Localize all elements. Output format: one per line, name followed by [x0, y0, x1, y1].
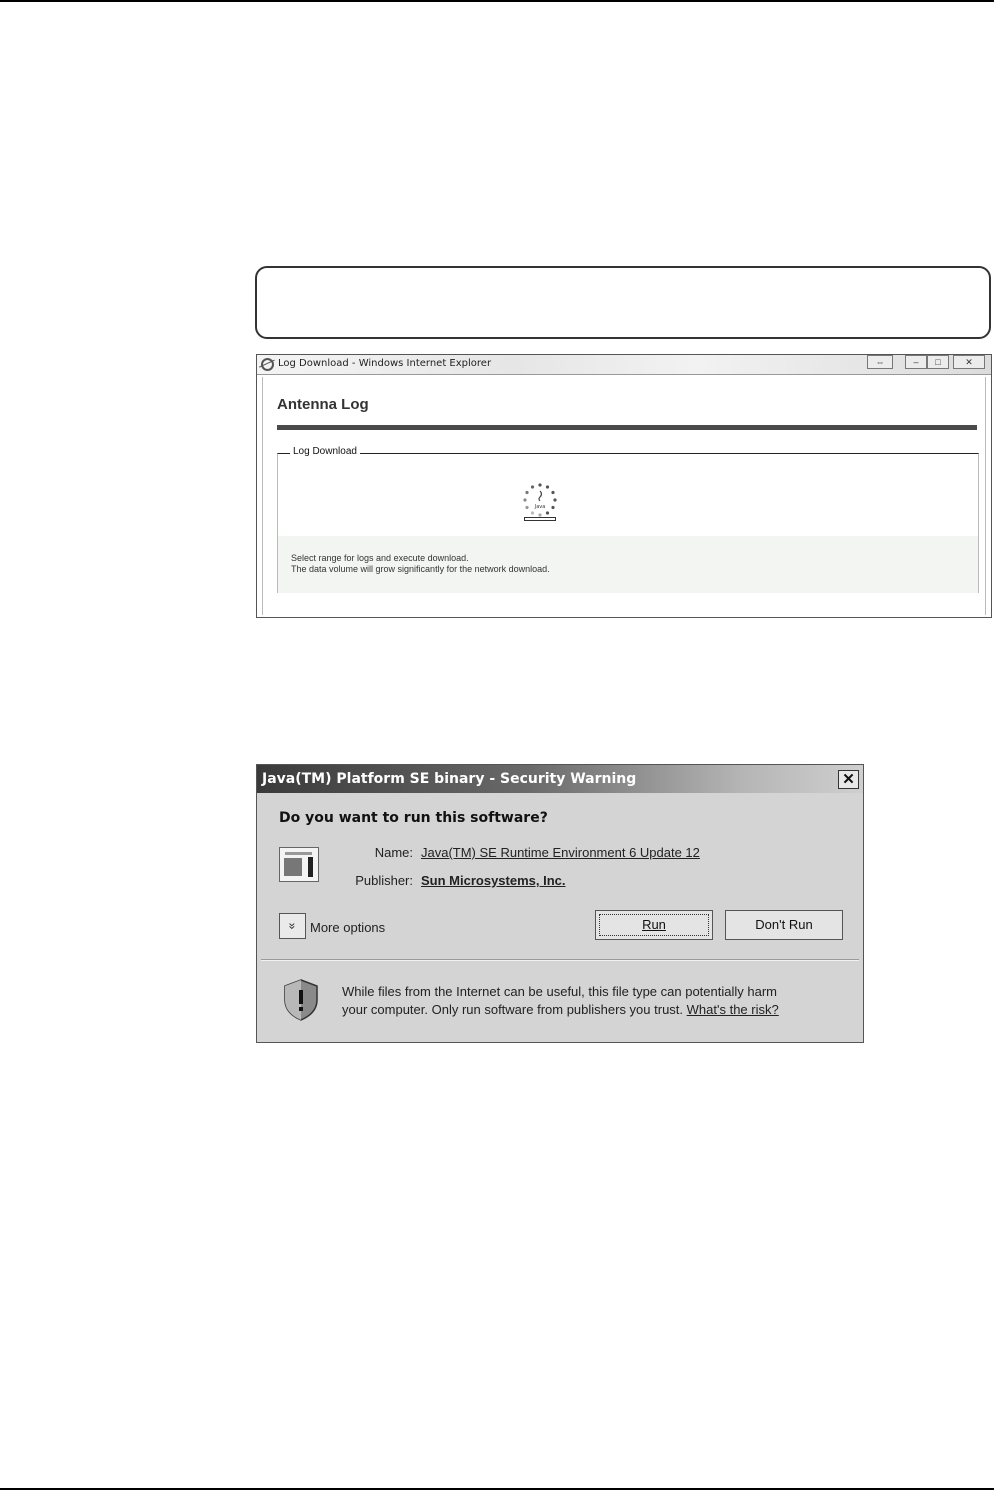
warning-text-line1: While files from the Internet can be useful, this file type can potentially harm — [342, 984, 777, 999]
page-bottom-rule — [0, 1488, 994, 1490]
dialog-title: Java(TM) Platform SE binary - Security Warning — [262, 771, 637, 787]
warning-text-line2 — [342, 1002, 779, 1017]
loader-label: Java — [534, 504, 546, 510]
page-top-rule — [0, 0, 994, 2]
browser-window — [256, 354, 992, 618]
chevron-down-icon: » — [285, 922, 300, 930]
software-name-link[interactable]: Java(TM) SE Runtime Environment 6 Update 12 — [421, 845, 700, 860]
warning-text: your computer. Only run software from publishers you trust. — [342, 1002, 684, 1017]
dont-run-button[interactable] — [725, 910, 843, 940]
focus-ring — [599, 914, 709, 936]
more-options-toggle[interactable] — [279, 913, 306, 939]
dialog-titlebar[interactable] — [257, 765, 863, 793]
dialog-question: Do you want to run this software? — [279, 810, 548, 826]
whats-the-risk-link[interactable]: What's the risk? — [686, 1002, 779, 1017]
maximize-icon[interactable]: □ — [927, 355, 949, 369]
info-panel — [278, 536, 978, 593]
section-legend: Log Download — [290, 446, 360, 457]
more-options-label[interactable]: More options — [310, 920, 386, 935]
ie-logo-icon — [261, 358, 274, 371]
dont-run-button-label: Don't Run — [755, 917, 813, 932]
browser-content — [262, 377, 986, 615]
close-icon[interactable]: ✕ — [838, 770, 859, 789]
info-line: The data volume will grow significantly for the network download. — [291, 564, 550, 574]
run-button-label: Run — [642, 917, 666, 932]
note-box — [255, 266, 991, 339]
page-title: Antenna Log — [277, 396, 369, 413]
minimize-icon[interactable]: – — [905, 355, 927, 369]
close-icon[interactable]: ✕ — [953, 355, 985, 369]
publisher-link[interactable]: Sun Microsystems, Inc. — [421, 873, 566, 888]
publisher-label: Publisher: — [355, 873, 413, 888]
dialog-divider — [261, 959, 859, 961]
log-download-section — [277, 446, 979, 593]
restore-icon[interactable]: ⇔ — [867, 355, 893, 369]
loader-progress-bar — [524, 517, 556, 521]
java-loading-icon — [522, 482, 558, 518]
browser-window-title: Log Download - Windows Internet Explorer — [278, 358, 492, 369]
shield-warning-icon — [282, 978, 320, 1022]
title-underline — [277, 425, 977, 430]
run-button[interactable] — [595, 910, 713, 940]
info-line: Select range for logs and execute download. — [291, 553, 469, 563]
browser-titlebar[interactable] — [257, 355, 991, 375]
name-label: Name: — [374, 845, 413, 860]
security-warning-dialog — [256, 764, 864, 1043]
